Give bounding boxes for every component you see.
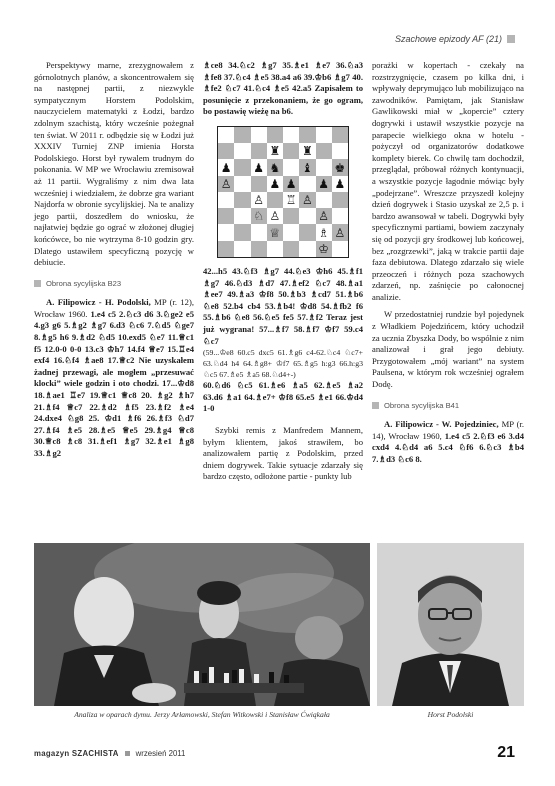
board-square: [218, 143, 234, 159]
game-1-moves-end: 60.♘d6 ♘c5 61.♗e6 ♗a5 62.♗e5 ♗a2 63.d6 ♗a1 64.♗e7+ ♔f8 65.e5 ♗e1 66.♔d4 1-0: [203, 380, 363, 414]
board-square: [218, 176, 234, 192]
board-square: [299, 241, 315, 257]
photo-caption-right: Horst Podolski: [427, 710, 474, 719]
chess-piece: ♟: [220, 160, 232, 175]
board-square: [218, 241, 234, 257]
board-square: [267, 176, 283, 192]
board-square: [234, 176, 250, 192]
intro-paragraph: Perspektywy marne, zrezygnowałem z górnolotnych planów, a skoncentrowałem się na następnej partii, z niezwykle sympatycznym Horstem Podolskim, nauczycielem matematyki z Łodzi, bardzo zdolnym szachistą, który wcześnie pożegnał ten świat. W 2011 r. odbędzie się w Łodzi już XXXIV Turniej ZNP imienia Horsta Podolskiego. Horst był rywalem trudnym do pokonania. W MP we Wrocławiu zremisował aż 11 partii. Wygraliśmy z nim dwa lata wcześniej i wiedziałem, że dobrze gra wariant Najdorfa w obronie sycylijskiej. Na te analizy jego partii, doszedłem do wniosku, że najłatwiej będzie go ograć w złożonej długiej końcówce, bo nie wytrzyma 8-10 godzin gry. Dlatego ustawiłem specyficzną pozycję w debiucie.: [34, 60, 194, 268]
chess-piece: ♟: [285, 176, 297, 191]
photo-horst-podolski: [377, 543, 524, 706]
board-square: [316, 241, 332, 257]
game-1-moves: 1.e4 c5 2.♘c3 d6 3.♘ge2 e5 4.g3 g6 5.♗g2 ♗g7 6.d3 ♘c6 7.♘d5 ♘ge7 8.♗g5 h6 9.♗d2 ♘d5 10.exd5 ♘e7 11.♕c1 f5 12.0-0 0-0 13.c3 ♔h7 14.f4 ♕e7 15.♖e4 exf4 16.♘f4 ♗ae8 17.♕c2 Nie uzyskałem żadnej przewagi, ale mogłem „przesuwać klocki” wiele godzin i oto chodzi. 17...♔d8 18.♗ae1 ♖e7 19.♕c1 ♕c8 20. ♗g2 ♗h7 21.♗f4 ♕c7 22.♗d2 ♗f5 23.♗f2 ♗e4 24.dxe4 ♘g8 25. ♔d1 ♗f6 26.♗f3 ♘d7 27.♗f4 ♗e5 28.♗e5 ♕e5 29.♗g4 ♕c8 30.♕c8 ♗c8 31.♗ef1 ♗g7 32.♗e1 ♗g8 33.♗g2: [34, 308, 194, 458]
board-square: [251, 143, 267, 159]
board-square: [218, 127, 234, 143]
board-square: [234, 241, 250, 257]
board-square: [332, 241, 348, 257]
page-footer: [34, 744, 515, 762]
board-square: [283, 159, 299, 175]
chess-piece: ♟: [253, 160, 264, 175]
spacer: [203, 415, 363, 425]
board-square: [316, 192, 332, 208]
header-title: Szachowe epizody AF (21): [394, 34, 502, 44]
board-square: [234, 159, 250, 175]
board-square: [234, 127, 250, 143]
square-bullet-icon: [507, 35, 515, 43]
board-square: [251, 192, 267, 208]
board-square: [299, 224, 315, 240]
board-square: [267, 127, 283, 143]
chess-piece: ♟: [334, 176, 346, 191]
chess-piece: ♙: [318, 209, 329, 224]
board-square: [316, 208, 332, 224]
game-1-ending: [203, 380, 363, 415]
chess-piece: ♜: [301, 144, 313, 159]
board-square: [251, 224, 267, 240]
game-1-info: MP (r. 12), Wrocław 1960.: [34, 297, 194, 319]
board-square: [218, 192, 234, 208]
opening-section-label: [34, 278, 194, 290]
board-square: [267, 241, 283, 257]
opening-section-label-2: [372, 400, 524, 412]
board-square: [316, 176, 332, 192]
pojedziniec-paragraph: W przedostatniej rundzie był pojedynek z Władkiem Pojedzińcem, który uchodził za ucznia Zbyszka Dody, bo wspólnie z nim analizował i grał jego debiuty. Przygotowałem „mój wariant” na system Paulsena, w którym rok wcześniej ograłem Dodę.: [372, 309, 524, 390]
chess-piece: ♘: [253, 209, 264, 224]
board-square: [299, 127, 315, 143]
column-1: [34, 60, 194, 460]
board-square: [251, 127, 267, 143]
board-square: [234, 143, 250, 159]
board-square: [283, 241, 299, 257]
chess-piece: ♞: [269, 160, 281, 175]
board-square: [234, 192, 250, 208]
game-1-variation: (59...♔e8 60.c5 dxc5 61.♗g6 c4-62.♘c4 ♘c7+ 63.♘d4 h4 64.♗g8+ ♔f7 65.♗g5 h:g3 66.h:g3 ♘c5 67.♗e5 ♗a5 68.♘d4+-): [203, 348, 363, 380]
board-square: [299, 208, 315, 224]
board-square: [332, 224, 348, 240]
square-bullet-icon: [125, 751, 130, 756]
photo-caption-left: Analiza w oparach dymu. Jerzy Arłamowski, Stefan Witkowski i Stanisław Ćwiąkała: [74, 710, 330, 719]
issue-date: wrzesień 2011: [135, 748, 186, 758]
game-1-moves-after: 42...h5 43.♘f3 ♗g7 44.♘e3 ♔h6 45.♗f1 ♗g7 46.♘d3 ♗d7 47.♗ef2 ♘c7 48.♗a1 ♗ee7 49.♗a3 ♔f8 50.♗b3 ♗cd7 51.♗b6 ♘e8 52.b4 cb4 53.♗b4! ♔d8 54.♗fb2 f6 55.♗b6 ♘e8 56.♘e5 fe5 57.♗f2 Teraz jest już wygrana! 57...♗f7 58.♗f7 ♔f7 59.c4 ♘c7: [203, 265, 363, 346]
chess-piece: ♟: [318, 176, 329, 191]
game-2-moves: 1.e4 c5 2.♘f3 e6 3.d4 cxd4 4.♘d4 a6 5.c4 ♘f6 6.♘c3 ♗b4 7.♗d3 ♘c6 8.: [372, 430, 524, 464]
board-square: [218, 159, 234, 175]
board-square: [316, 224, 332, 240]
board-square: [283, 143, 299, 159]
game-2-text: [372, 419, 524, 465]
board-square: [267, 224, 283, 240]
board-square: [283, 176, 299, 192]
opening-name: Obrona sycylijska B23: [46, 278, 122, 288]
chess-piece: ♚: [334, 160, 346, 175]
board-square: [267, 143, 283, 159]
board-square: [332, 176, 348, 192]
board-square: [251, 159, 267, 175]
board-square: [267, 208, 283, 224]
photo-analysis-players: [34, 543, 370, 706]
board-square: [299, 143, 315, 159]
chess-piece: ♙: [269, 209, 281, 224]
game-1-moves-cont: ♗ce8 34.♘c2 ♗g7 35.♗e1 ♗e7 36.♘a3 ♗fe8 37.♘c4 ♗e5 38.a4 a6 39.♔b6 ♗g7 40. ♗fe2 ♘c7 41.♘c4 ♗e5 42.a5 Zapisałem to posunięcie z przekonaniem, że go ogram, bo postawię wieżę na b6.: [203, 60, 363, 117]
board-square: [251, 176, 267, 192]
magazine-name: magazyn SZACHISTA: [34, 748, 119, 758]
game-2-players: A. Filipowicz - W. Pojedziniec,: [384, 419, 499, 430]
running-header: [395, 34, 515, 44]
portrait-illustration: [377, 543, 524, 706]
chess-piece: ♕: [269, 225, 281, 240]
board-square: [299, 159, 315, 175]
column-2: [203, 60, 363, 483]
photo-analysis-illustration: [34, 543, 370, 706]
square-bullet-icon: [34, 280, 41, 287]
chess-piece: ♔: [318, 241, 329, 256]
board-square: [332, 127, 348, 143]
board-square: [251, 241, 267, 257]
board-square: [332, 143, 348, 159]
board-square: [283, 224, 299, 240]
board-square: [218, 208, 234, 224]
game-2-info: MP (r. 14), Wrocław 1960,: [372, 419, 524, 441]
board-square: [299, 192, 315, 208]
chess-piece: ♖: [285, 193, 297, 208]
board-square: [283, 127, 299, 143]
game-1-players: A. Filipowicz - H. Podolski,: [46, 297, 151, 308]
board-square: [234, 224, 250, 240]
column-3: [372, 60, 524, 466]
game-1-continuation: [203, 60, 363, 118]
game-1-text: [34, 297, 194, 459]
board-square: [267, 192, 283, 208]
game-1-after-diagram: [203, 266, 363, 347]
chess-piece: ♜: [269, 144, 281, 159]
mann-paragraph: Szybki remis z Manfredem Mannem, byłym klientem, jakoś strawiłem, bo analizowałem partię z Podolskim, przed dniem dogrywek. Takie sytuacje zdarzały się bardzo często, odłożone partie - punkty lub: [203, 424, 363, 482]
board-square: [299, 176, 315, 192]
board-square: [316, 159, 332, 175]
board-square: [234, 208, 250, 224]
adjournment-paragraph: porażki w kopertach - czekały na rozstrzygnięcie, czasem po kilka dni, i wpływały deprymująco lub mobilizująco na zawodników. Pamiętam, jak Stanisław Gawlikowski miał w „kopercie” cztery dogrywki i ustawił wszystkie pozycje na parapecie wielkiego okna w hotelu - pożyczył od organizatorów dodatkowe komplety bierek. Co chwilę tam dochodził, przeglądał, próbował różnych kontynuacji, a wszystkie pozycje łagodnie mówiąc były „podejrzane”. Wreszcze przyszedł kolejny dzień dogrywek i Stasio uzyskał ze 2,5 p. i bardzo awansował w tabeli. Dogrywki były specyficznymi partiami, bowiem zaczynały się od pozycji gry środkowej lub końcowej, bez „rozgrzewki”, jaką w trakcie partii daje faza debiutowa. Dlatego zdarzało się wiele przeoczeń i różnych poza szachowych zdarzeń, np. zaśnięcie po całonocnej analizie.: [372, 60, 524, 302]
chess-piece: ♙: [253, 193, 264, 208]
board-square: [332, 208, 348, 224]
board-square: [251, 208, 267, 224]
chess-piece: ♝: [301, 160, 313, 175]
board-square: [283, 192, 299, 208]
square-bullet-icon: [372, 402, 379, 409]
chess-piece: ♙: [220, 176, 232, 191]
footer-publication: [34, 749, 185, 758]
chess-piece: ♙: [301, 193, 313, 208]
chess-piece: ♙: [334, 225, 346, 240]
opening-name-2: Obrona sycylijska B41: [384, 400, 460, 410]
board-square: [332, 159, 348, 175]
chess-piece: ♟: [269, 176, 281, 191]
chess-diagram: [217, 126, 349, 258]
board-square: [283, 208, 299, 224]
board-square: [316, 143, 332, 159]
board-square: [267, 159, 283, 175]
board-square: [316, 127, 332, 143]
board-square: [332, 192, 348, 208]
page-number: 21: [497, 744, 515, 761]
board-square: [218, 224, 234, 240]
chess-piece: ♗: [318, 225, 329, 240]
